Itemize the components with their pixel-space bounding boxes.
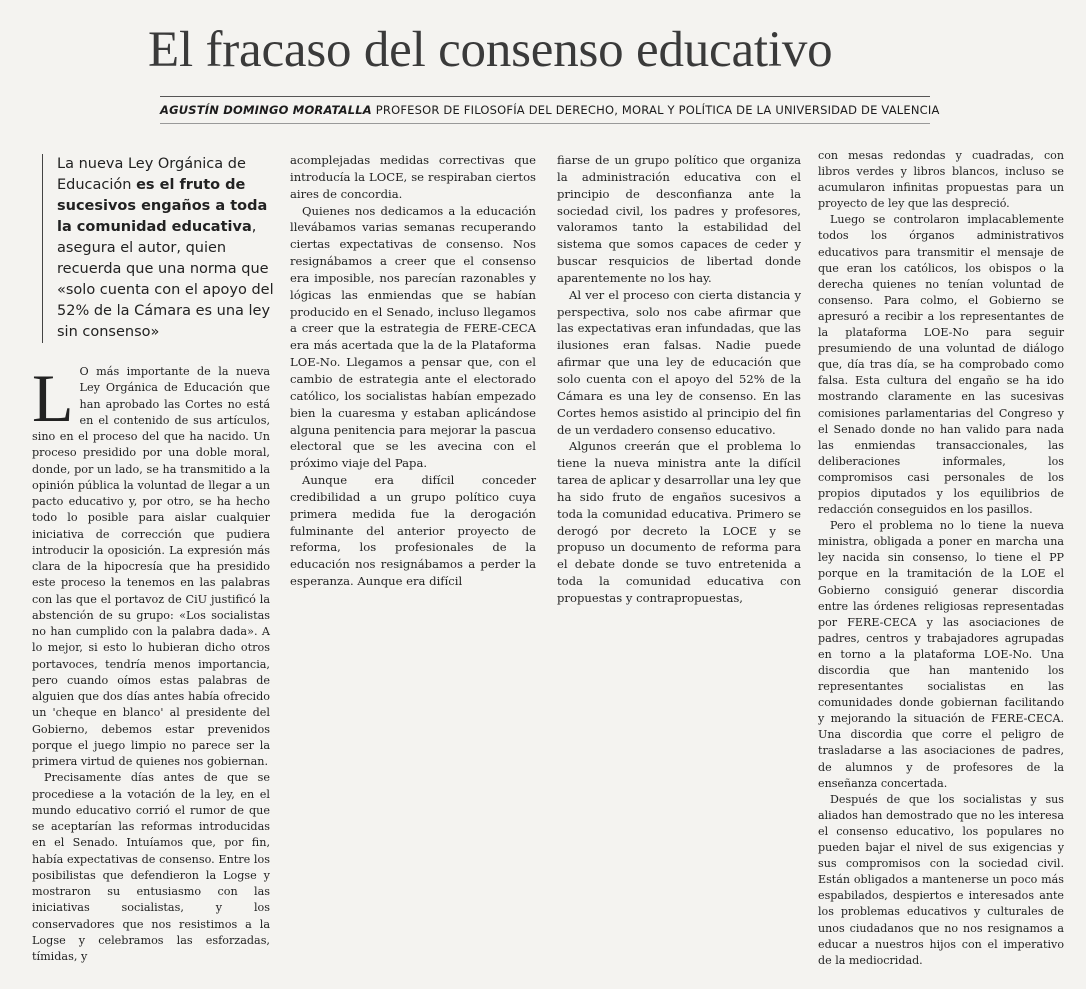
paragraph-text: O más importante de la nueva Ley Orgánica de Educación que han aprobado las Cortes no está en el contenido de sus artículos, sino en el proceso del que ha nacido. Un proceso presidido por una doble moral, donde, por un lado, se ha transmitido a la opinión pública la voluntad de llegar a un pacto educativo y, por otro, se ha hecho todo lo posible para aislar cualquier iniciativa de corrección que pudiera introducir la oposición. La expresión más clara de la hipocresía que ha presidido este proceso la tenemos en las palabras con las que el portavoz de CiU justificó la abstención de su grupo: «Los socialistas no han cumplido con la palabra dada». A lo mejor, si esto lo hubieran dicho otros portavoces, tendría menos importancia, pero cuando oímos estas palabras de alguien que dos días antes había ofrecido un 'cheque en blanco' al presidente del Gobierno, debemos estar prevenidos porque el juego limpio no parece ser la primera virtud de quienes nos gobiernan. bbox=[32, 365, 270, 768]
body-paragraph: Precisamente días antes de que se procediese a la votación de la ley, en el mundo educativo corrió el rumor de que se aceptarían las reformas introducidas en el Senado. Intuíamos que, por fin, había expectativas de consenso. Entre los posibilistas que defendieron la Logse y mostraron su entusiasmo con las iniciativas socialistas, y los conservadores que nos resistimos a la Logse y celebramos las esforzadas, tímidas, y bbox=[32, 771, 270, 963]
body-paragraph: acomplejadas medidas correctivas que introducía la LOCE, se respiraban ciertos aires de concordia. bbox=[290, 153, 536, 201]
summary-text-1: La nueva Ley Orgánica de Educación bbox=[57, 156, 246, 193]
body-paragraph: Pero el problema no lo tiene la nueva ministra, obligada a poner en marcha una ley nacida sin consenso, lo tiene el PP porque en la tramitación de la LOE el Gobierno consiguió generar discordia entre las órdenes religiosas representadas por FERE-CECA y las asociaciones de padres, centros y trabajadores agrupadas en torno a la plataforma LOE-No. Una discordia que han mantenido los representantes socialistas en las comunidades donde gobiernan facilitando y mejorando la situación de FERE-CECA. Una discordia que corre el peligro de trasladarse a las asociaciones de padres, de alumnos y de profesores de la enseñanza concertada. bbox=[818, 519, 1064, 790]
body-paragraph: Aunque era difícil conceder credibilidad a un grupo político cuya primera medida fue la derogación fulminante del anterior proyecto de reforma, los profesionales de la educación nos resignábamos a perder la esperanza. Aunque era difícil bbox=[290, 473, 536, 589]
body-paragraph: fiarse de un grupo político que organiza la administración educativa con el principio de desconfianza ante la sociedad civil, los padres y profesores, valoramos tanto la estabilidad del sistema que somos capaces de ceder y buscar resquicios de libertad donde aparentemente no los hay. bbox=[557, 153, 801, 285]
author-role: PROFESOR DE FILOSOFÍA DEL DERECHO, MORAL Y POLÍTICA DE LA UNIVERSIDAD DE VALENCIA bbox=[375, 103, 940, 117]
body-paragraph bbox=[32, 360, 270, 770]
body-column-1 bbox=[32, 360, 270, 965]
body-paragraph: Después de que los socialistas y sus aliados han demostrado que no les interesa el consenso educativo, los populares no pueden bajar el nivel de sus exigencias y sus compromisos con la sociedad civil. Están obligados a mantenerse un poco más espabilados, despiertos e interesados ante los problemas educativos y culturales de unos ciudadanos que no nos resignamos a educar a nuestros hijos con el imperativo de la mediocridad. bbox=[818, 792, 1064, 967]
article-summary bbox=[42, 154, 282, 343]
headline: El fracaso del consenso educativo bbox=[148, 22, 833, 78]
body-column-3 bbox=[557, 152, 801, 607]
body-paragraph: Luego se controlaron implacablemente todos los órganos administrativos educativos para transmitir el mensaje de que eran los católicos, los obispos o la derecha quienes no tenían voluntad de consenso. Para colmo, el Gobierno se apresuró a recibir a los representantes de la plataforma LOE-No para seguir presumiendo de una voluntad de diálogo que, día tras día, se ha comprobado como falsa. Esta cultura del engaño se ha ido mostrando claramente en las sucesivas comisiones parlamentarias del Congreso y el Senado donde no han valido para nada las enmiendas transaccionales, las deliberaciones informales, los compromisos casi personales de los propios diputados y los equilibrios de redacción conseguidos en los pasillos. bbox=[818, 213, 1064, 517]
body-column-4 bbox=[818, 148, 1064, 969]
byline bbox=[160, 102, 940, 118]
drop-cap: L bbox=[32, 360, 74, 436]
body-paragraph: con mesas redondas y cuadradas, con libros verdes y libros blancos, incluso se acumularon infinitas propuestas para un proyecto de ley que las despreció. bbox=[818, 149, 1064, 211]
summary-text-2: , asegura el autor, quien recuerda que una norma que «solo cuenta con el apoyo del 52% de la Cámara es una ley sin consenso» bbox=[57, 219, 274, 340]
byline-bottom-rule bbox=[160, 123, 930, 124]
body-paragraph: Algunos creerán que el problema lo tiene la nueva ministra ante la difícil tarea de aplicar y desarrollar una ley que ha sido fruto de engaños sucesivos a toda la comunidad educativa. Primero se derogó por decreto la LOCE y se propuso un documento de reforma para el debate donde se tuvo entretenida a toda la comunidad educativa con propuestas y contrapropuestas, bbox=[557, 439, 802, 605]
byline-top-rule bbox=[160, 96, 930, 97]
author-name: AGUSTÍN DOMINGO MORATALLA bbox=[160, 103, 372, 117]
body-paragraph: Al ver el proceso con cierta distancia y perspectiva, solo nos cabe afirmar que las expectativas eran infundadas, que las ilusiones eran falsas. Nadie puede afirmar que una ley de educación que solo cuenta con el apoyo del 52% de la Cámara es una ley de consenso. En las Cortes hemos asistido al principio del fin de un verdadero consenso educativo. bbox=[557, 287, 801, 437]
body-paragraph: Quienes nos dedicamos a la educación llevábamos varias semanas recuperando ciertas expectativas de consenso. Nos resignábamos a creer que el consenso era imposible, nos parecían razonables y lógicas las enmiendas que se habían producido en el Senado, incluso llegamos a creer que la estrategia de FERE-CECA era más acertada que la de la Plataforma LOE-No. Llegamos a pensar que, con el cambio de estrategia ante el electorado católico, los socialistas habían empezado bien la cuaresma y estaban aplicándose alguna penitencia para mejorar la pascua electoral que se les avecina con el próximo viaje del Papa. bbox=[290, 203, 536, 471]
body-column-2 bbox=[290, 152, 536, 590]
summary-highlight: es el fruto de sucesivos engaños a toda la comunidad educativa bbox=[57, 177, 268, 235]
